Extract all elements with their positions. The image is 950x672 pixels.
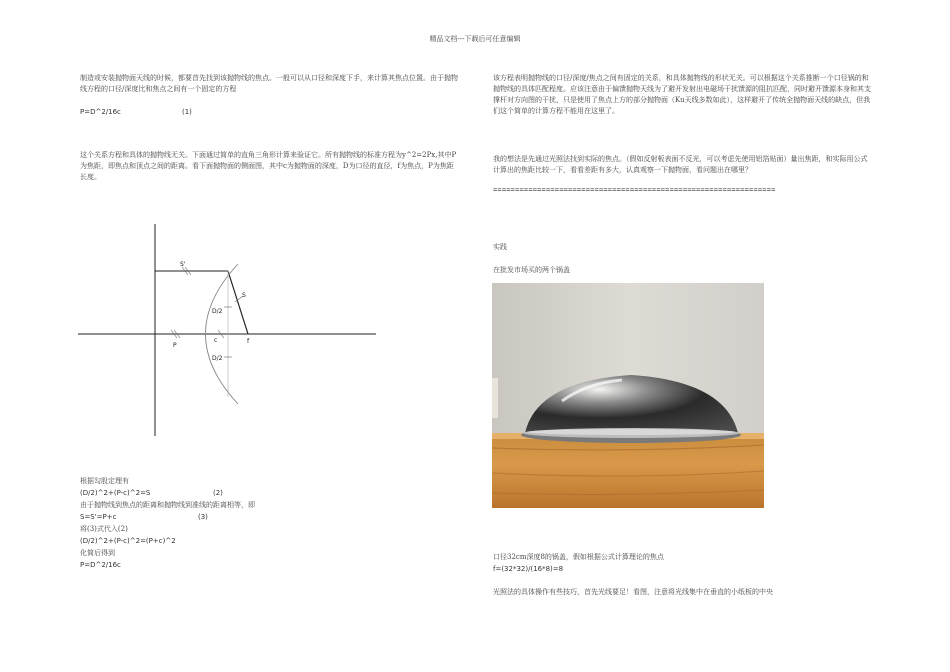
separator-rule: ================================================================ [493, 186, 776, 194]
wok-lid-photo [492, 283, 764, 508]
equation-1-number: (1) [182, 108, 192, 116]
label-s-prime: S' [180, 261, 186, 268]
equation-3: S=S'=P+c [80, 513, 117, 521]
derivation-text-3: 将(3)式代入(2) [80, 525, 128, 533]
equation-5: P=D^2/16c [80, 561, 121, 569]
label-d2-bottom: D/2 [212, 355, 223, 362]
right-last-paragraph: 光照法的具体操作有些技巧，首先光线要足！看图，注意将光线集中在垂直的小纸板的中央 [493, 588, 773, 596]
right-para-2: 我的想法是先通过光照法找到实际的焦点。（假如反射板表面不反光，可以考虑先使用铝箔贴面）量出焦距，和实际用公式计算出的焦距比较一下，看看差距有多大，认真观察一下抛物面，看问题出在哪里？ [493, 155, 868, 174]
label-s: S [242, 292, 246, 299]
equation-4: (D/2)^2+(P-c)^2=(P+c)^2 [80, 537, 176, 545]
label-d2-top: D/2 [212, 308, 223, 315]
right-text-after-photo: 口径32cm深度8的锅盖，假如根据公式计算理论的焦点 [493, 553, 664, 561]
derivation-text-2: 由于抛物线到焦点的距离和抛物线到准线的距离相等，即 [80, 501, 255, 509]
page-header: 精品文档---下载后可任意编辑 [429, 35, 521, 43]
equation-2-number: (2) [213, 489, 223, 497]
section-title: 实践 [493, 243, 507, 251]
focus-equation: f=(32*32)/(16*8)=8 [493, 565, 564, 573]
derivation-title: 根据勾股定理有 [80, 477, 129, 485]
label-p: P [173, 342, 177, 349]
label-f: f [247, 338, 250, 345]
equation-3-number: (3) [198, 513, 208, 521]
photo-caption: 在批发市场买的两个锅盖 [493, 266, 570, 274]
parabola-diagram [78, 222, 378, 440]
equation-2: (D/2)^2+(P-c)^2=S [80, 489, 151, 497]
derivation-text-4: 化简后得到 [80, 549, 115, 557]
left-para-2: 这个关系方程和具体的抛物线无关。下面通过简单的直角三角形计算来验证它。所有抛物线的标准方程为y^2=2Px,其中P为焦距，即焦点和顶点之间的距离。看下面抛物面的侧面图，其中c为抛物面的深度，D为口径的直径，f为焦点，P为焦距长度。 [80, 151, 457, 181]
right-para-1: 该方程表明抛物线的口径/深度/焦点之间有固定的关系，和具体抛物线的形状无关。可以根据这个关系推断一个口径锅的和抛物线的具体匹配程度。应该注意由于偏馈抛物天线为了避开发射出电磁场干扰馈源的阻抗匹配，同时避开馈源本身和其支撑杆对方向图的干扰，只是使用了焦点上方的部分抛物面（Ku天线多数如此），这样避开了传统全抛物面天线的缺点，但我们这个简单的计算方程不能用在这里了。 [493, 74, 871, 115]
equation-1: P=D^2/16c [80, 108, 121, 116]
s-line [228, 271, 248, 334]
label-c: c [214, 337, 218, 344]
left-para-1: 制造或安装抛物面天线的时候，都要首先找到该抛物线的焦点。一般可以从口径和深度下手，来计算其焦点位置。由于抛物线方程的口径/深度比和焦点之间有一个固定的方程 [80, 74, 458, 93]
